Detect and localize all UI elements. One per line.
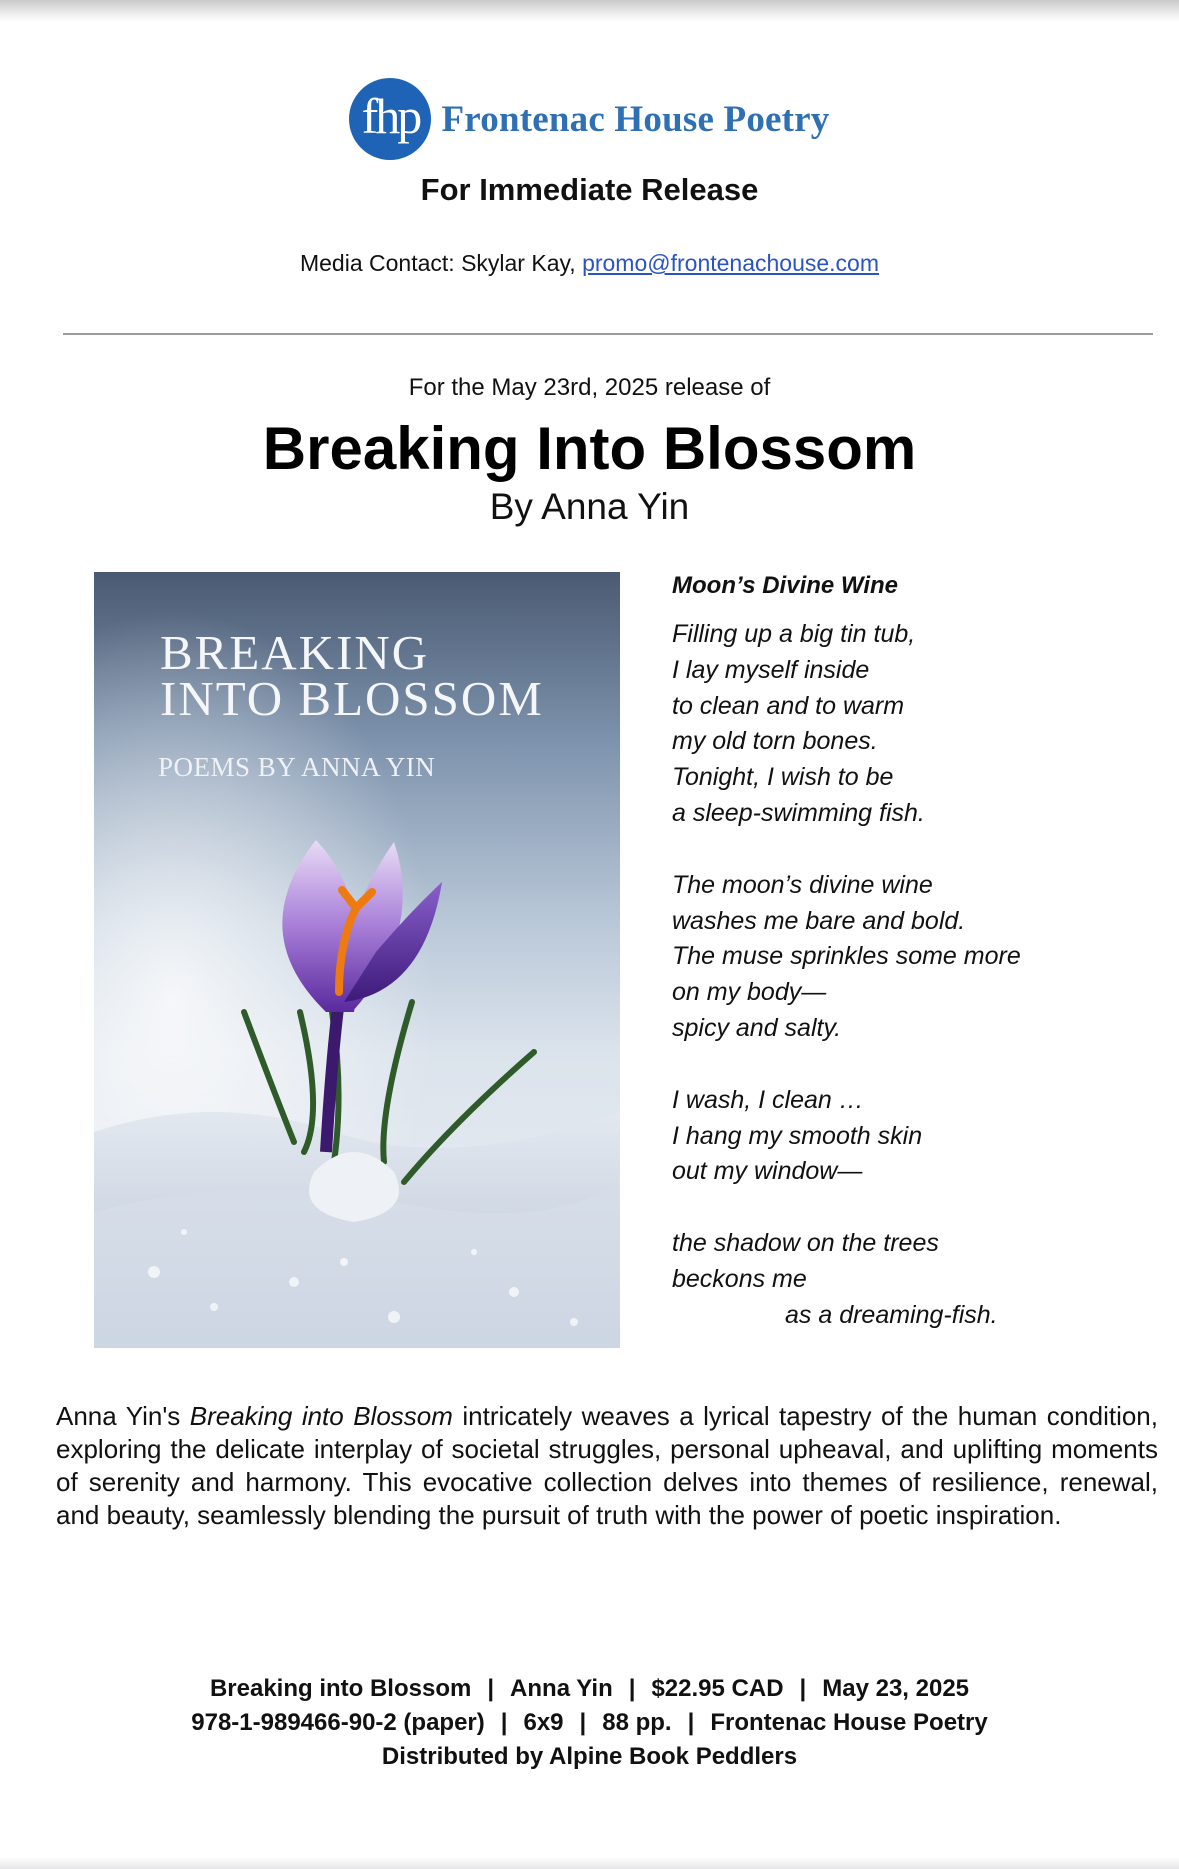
media-contact bbox=[0, 250, 1179, 277]
poem-excerpt bbox=[672, 572, 1152, 1370]
release-label: For Immediate Release bbox=[420, 172, 759, 207]
detail-publisher: Frontenac House Poetry bbox=[710, 1709, 988, 1736]
detail-separator: | bbox=[579, 1709, 587, 1736]
top-edge-shadow bbox=[0, 0, 1179, 22]
detail-separator: | bbox=[487, 1675, 495, 1702]
author-byline: By Anna Yin bbox=[489, 486, 690, 527]
poem-line: I hang my smooth skin bbox=[672, 1121, 923, 1150]
publisher-name: Frontenac House Poetry bbox=[441, 98, 830, 140]
poem-stanza bbox=[672, 868, 1152, 1047]
poem-line: The muse sprinkles some more bbox=[672, 942, 1021, 971]
description-book-title: Breaking into Blossom bbox=[189, 1401, 453, 1431]
poem-line: beckons me bbox=[672, 1264, 807, 1293]
poem-stanza bbox=[672, 617, 1152, 832]
poem-stanza bbox=[672, 1083, 1152, 1190]
poem-line: out my window— bbox=[672, 1157, 863, 1186]
media-contact-prefix: Media Contact: Skylar Kay, bbox=[299, 250, 583, 276]
poem-line: The moon’s divine wine bbox=[672, 870, 933, 899]
details-line-1 bbox=[0, 1672, 1179, 1706]
book-details bbox=[0, 1672, 1179, 1774]
poem-line: my old torn bones. bbox=[672, 727, 878, 756]
poem-line: as a dreaming-fish. bbox=[785, 1300, 998, 1329]
poem-line: the shadow on the trees bbox=[672, 1229, 939, 1258]
release-intro: For the May 23rd, 2025 release of bbox=[408, 374, 771, 401]
detail-distributor: Distributed by Alpine Book Peddlers bbox=[381, 1743, 798, 1770]
poem-line: a sleep-swimming fish. bbox=[672, 798, 925, 827]
poem-stanza bbox=[672, 1226, 1152, 1333]
detail-trim-size: 6x9 bbox=[523, 1709, 564, 1736]
cover-title-line: INTO BLOSSOM bbox=[160, 671, 544, 726]
poem-line: I lay myself inside bbox=[672, 655, 870, 684]
poem-title: Moon’s Divine Wine bbox=[672, 572, 899, 599]
detail-separator: | bbox=[500, 1709, 508, 1736]
detail-separator: | bbox=[799, 1675, 807, 1702]
poem-line: washes me bare and bold. bbox=[672, 906, 966, 935]
poem-line: Filling up a big tin tub, bbox=[672, 620, 916, 648]
cover-title-line: BREAKING bbox=[160, 625, 430, 680]
poem-line: I wash, I clean … bbox=[672, 1085, 864, 1114]
detail-author: Anna Yin bbox=[510, 1675, 613, 1702]
detail-isbn: 978-1-989466-90-2 (paper) bbox=[191, 1709, 485, 1736]
poem-line: Tonight, I wish to be bbox=[672, 763, 894, 792]
description-lead: Anna Yin's bbox=[56, 1401, 190, 1431]
media-contact-email-link[interactable]: promo@frontenachouse.com bbox=[582, 250, 880, 276]
logo-badge-icon bbox=[349, 78, 431, 160]
detail-date: May 23, 2025 bbox=[822, 1675, 970, 1702]
publisher-logo bbox=[0, 78, 1179, 160]
cover-subtitle: POEMS BY ANNA YIN bbox=[158, 752, 436, 782]
detail-separator: | bbox=[687, 1709, 695, 1736]
book-description bbox=[56, 1400, 1158, 1532]
detail-separator: | bbox=[628, 1675, 636, 1702]
header-divider bbox=[63, 333, 1153, 335]
detail-title: Breaking into Blossom bbox=[209, 1675, 472, 1702]
poem-line: spicy and salty. bbox=[672, 1013, 842, 1042]
detail-page-count: 88 pp. bbox=[602, 1709, 672, 1736]
poem-line: to clean and to warm bbox=[672, 691, 905, 720]
details-line-2 bbox=[0, 1706, 1179, 1740]
cover-title bbox=[160, 625, 544, 726]
book-cover-image bbox=[94, 572, 620, 1348]
poem-line: on my body— bbox=[672, 978, 827, 1007]
book-title: Breaking Into Blossom bbox=[262, 415, 917, 482]
description-body: intricately weaves a lyrical tapestry of the human condition, exploring the delicate interplay of societal struggles, personal upheaval, and uplifting moments of serenity and harmony. This evocative collection delves into themes of resilience, renewal, and beauty, seamlessly blending the pursuit of truth with the power of poetic inspiration. bbox=[56, 1401, 1158, 1530]
logo-mark: fhp bbox=[361, 88, 420, 144]
bottom-edge-shadow bbox=[0, 1857, 1179, 1869]
detail-price: $22.95 CAD bbox=[651, 1675, 784, 1702]
